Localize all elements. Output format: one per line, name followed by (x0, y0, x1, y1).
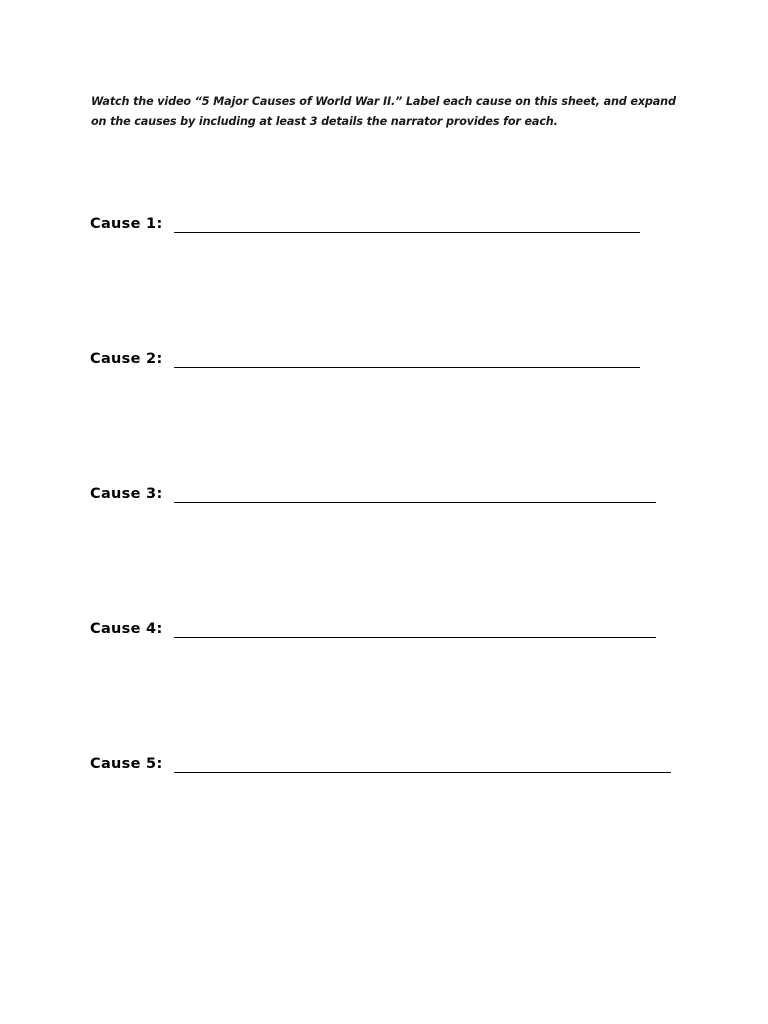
cause-5-answer-line[interactable] (174, 772, 671, 773)
instructions-text: Watch the video “5 Major Causes of World War II.” Label each cause on this sheet, and expand on the causes by including at least 3 details the narrator provides for each. (91, 95, 676, 128)
cause-2-answer-line[interactable] (174, 367, 640, 368)
cause-3-answer-line[interactable] (174, 502, 656, 503)
cause-row-2 (90, 344, 640, 368)
cause-row-3 (90, 479, 656, 503)
cause-4-answer-line[interactable] (174, 637, 656, 638)
cause-1-answer-line[interactable] (174, 232, 640, 233)
cause-3-label: Cause 3: (90, 486, 163, 502)
cause-row-4 (90, 614, 656, 638)
cause-row-5 (90, 749, 671, 773)
cause-row-1 (90, 209, 640, 233)
cause-2-label: Cause 2: (90, 351, 163, 367)
cause-5-label: Cause 5: (90, 756, 163, 772)
cause-1-label: Cause 1: (90, 216, 163, 232)
cause-4-label: Cause 4: (90, 621, 163, 637)
